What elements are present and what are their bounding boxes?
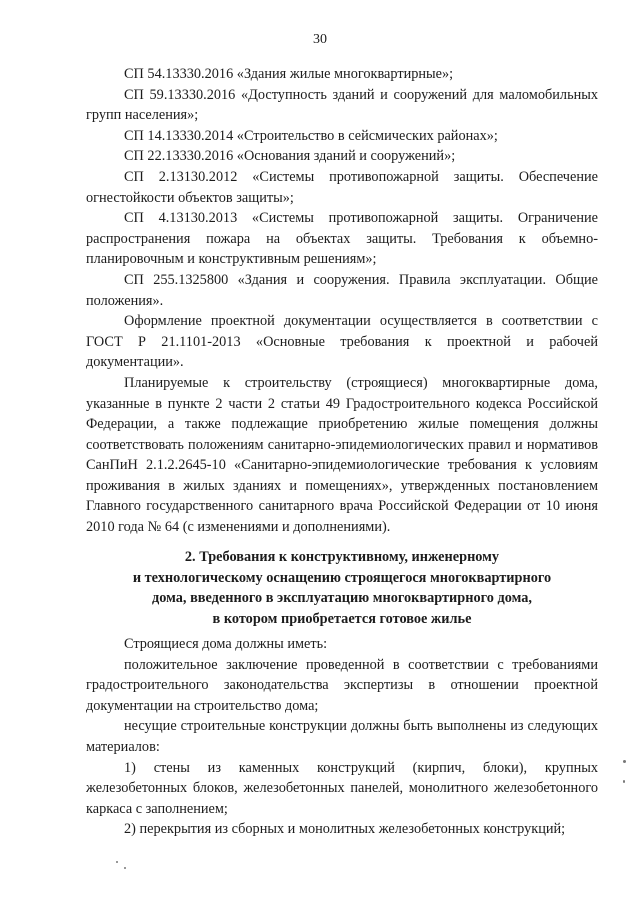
scan-speck — [623, 760, 626, 763]
section-heading-line: в котором приобретается готовое жилье — [212, 610, 472, 627]
paragraph-expertise: положительное заключение проведенной в соответствии с требованиями градостроительного законодательства экспертизы в отношении проектной документации на строительство дома; — [86, 656, 598, 714]
paragraph-sp-255: СП 255.1325800 «Здания и сооружения. Правила эксплуатации. Общие положения». — [86, 271, 598, 309]
paragraph-sanpin: Планируемые к строительству (строящиеся) многоквартирные дома, указанные в пункте 2 части 2 статьи 49 Градостроительного кодекса Российской Федерации, а также подлежащие приобретению жилые помещения должны соответствовать положениям санитарно-эпидемиологических правил и нормативов СанПиН 2.1.2.2645-10 «Санитарно-эпидемиологические требования к условиям проживания в жилых зданиях и помещениях», утвержденных постановлением Главного государственного санитарного врача Российской Федерации от 10 июня 2010 года № 64 (с изменениями и дополнениями). — [86, 374, 598, 536]
scan-speck — [623, 780, 625, 783]
section-heading-line: дома, введенного в эксплуатацию многоквартирного дома, — [152, 590, 532, 606]
paragraph-sp-22: СП 22.13330.2016 «Основания зданий и сооружений»; — [124, 148, 456, 165]
paragraph-gost: Оформление проектной документации осуществляется в соответствии с ГОСТ Р 21.1101-2013 «Основные требования к проектной и рабочей документации». — [86, 313, 598, 371]
section-heading-line: 2. Требования к конструктивному, инженерному — [184, 549, 500, 565]
paragraph-walls: 1) стены из каменных конструкций (кирпич, блоки), крупных железобетонных блоков, железобетонных панелей, монолитного железобетонного каркаса с заполнением; — [86, 759, 598, 817]
scan-speck — [124, 867, 126, 869]
paragraph-requirements-intro: Строящиеся дома должны иметь: — [124, 636, 328, 652]
paragraph-floors: 2) перекрытия из сборных и монолитных железобетонных конструкций; — [124, 821, 566, 838]
paragraph-sp-54: СП 54.13330.2016 «Здания жилые многоквартирные»; — [124, 66, 454, 82]
section-heading — [86, 547, 598, 629]
body-text-top — [86, 64, 598, 538]
paragraph-sp-4: СП 4.13130.2013 «Системы противопожарной защиты. Ограничение распространения пожара на объектах защиты. Требования к объемно-планировочным и конструктивным решениям»; — [86, 210, 598, 268]
body-text-bottom — [86, 634, 598, 840]
scan-speck — [116, 861, 118, 863]
page-number: 30 — [313, 32, 327, 47]
paragraph-sp-59: СП 59.13330.2016 «Доступность зданий и сооружений для маломобильных групп населения»; — [86, 86, 598, 124]
paragraph-sp-2: СП 2.13130.2012 «Системы противопожарной защиты. Обеспечение огнестойкости объектов защиты»; — [86, 168, 598, 206]
paragraph-materials: несущие строительные конструкции должны быть выполнены из следующих материалов: — [86, 718, 598, 755]
paragraph-sp-14: СП 14.13330.2014 «Строительство в сейсмических районах»; — [124, 127, 498, 144]
section-heading-line: и технологическому оснащению строящегося многоквартирного — [132, 569, 552, 586]
